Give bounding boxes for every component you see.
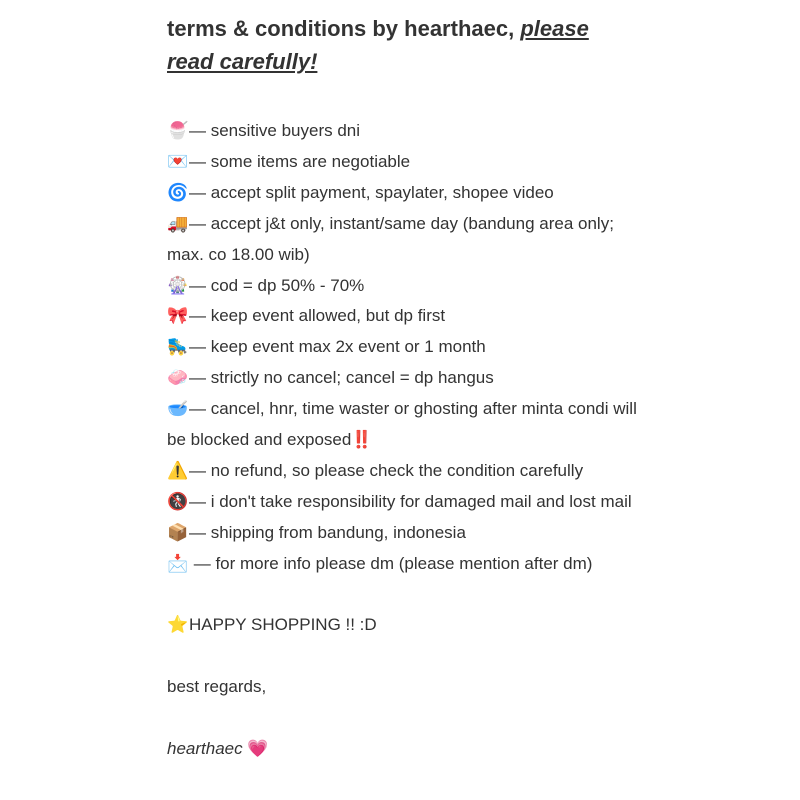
title-text: terms & conditions by hearthaec, bbox=[167, 16, 521, 41]
rule-text: — i don't take responsibility for damaged mail and lost mail bbox=[189, 491, 632, 511]
delivery-truck-icon: 🚚 bbox=[167, 213, 189, 233]
package-icon: 📦 bbox=[167, 522, 189, 542]
ferris-wheel-icon: 🎡 bbox=[167, 275, 189, 295]
rule-item bbox=[167, 209, 637, 271]
signature bbox=[167, 734, 637, 765]
happy-text: HAPPY SHOPPING !! :D bbox=[189, 615, 377, 635]
page-title bbox=[167, 12, 637, 78]
regards: best regards, bbox=[167, 677, 267, 697]
rule-item bbox=[167, 147, 637, 178]
rule-text: — accept j&t only, instant/same day (bandung area only; max. co 18.00 wib) bbox=[167, 213, 614, 264]
heart-icon: 💗 bbox=[247, 739, 269, 759]
rule-item bbox=[167, 394, 637, 456]
shaved-ice-icon: 🍧 bbox=[167, 121, 189, 140]
soap-icon: 🧼 bbox=[167, 368, 189, 388]
envelope-arrow-icon: 📩 bbox=[167, 553, 189, 573]
rule-text: — no refund, so please check the condition carefully bbox=[189, 460, 584, 480]
rule-item bbox=[167, 363, 637, 394]
rule-text: — strictly no cancel; cancel = dp hangus bbox=[189, 368, 494, 388]
rule-text: — accept split payment, spaylater, shopee video bbox=[189, 182, 554, 202]
rules-list bbox=[167, 116, 637, 580]
title-emphasis: please read carefully! bbox=[167, 16, 589, 74]
cyclone-icon: 🌀 bbox=[167, 182, 189, 202]
rule-item bbox=[167, 178, 637, 209]
no-pedestrians-icon: 🚷 bbox=[167, 491, 189, 511]
rule-item bbox=[167, 487, 637, 518]
rule-item bbox=[167, 518, 637, 549]
rule-item bbox=[167, 271, 637, 302]
star-icon: ⭐️ bbox=[167, 615, 189, 635]
rule-text: — some items are negotiable bbox=[189, 151, 411, 171]
ribbon-icon: 🎀 bbox=[167, 306, 189, 326]
rule-item bbox=[167, 301, 637, 332]
rule-text: — cancel, hnr, time waster or ghosting after minta condi will be blocked and exposed‼️ bbox=[167, 399, 637, 450]
rule-item bbox=[167, 456, 637, 487]
bowl-spoon-icon: 🥣 bbox=[167, 399, 189, 419]
document bbox=[167, 12, 637, 765]
warning-icon: ⚠️ bbox=[167, 460, 189, 480]
rule-text: — cod = dp 50% - 70% bbox=[189, 275, 365, 295]
rule-item bbox=[167, 116, 637, 147]
love-letter-icon: 💌 bbox=[167, 151, 189, 171]
rule-text: — for more info please dm (please mention after dm) bbox=[189, 553, 593, 573]
rule-text: — sensitive buyers dni bbox=[189, 121, 361, 140]
rule-item bbox=[167, 332, 637, 363]
happy-shopping bbox=[167, 610, 637, 641]
roller-skate-icon: 🛼 bbox=[167, 337, 189, 357]
rule-text: — keep event max 2x event or 1 month bbox=[189, 337, 486, 357]
rule-text: — keep event allowed, but dp first bbox=[189, 306, 446, 326]
signature-text: hearthaec bbox=[167, 739, 243, 759]
rule-item bbox=[167, 549, 637, 580]
rule-text: — shipping from bandung, indonesia bbox=[189, 522, 466, 542]
